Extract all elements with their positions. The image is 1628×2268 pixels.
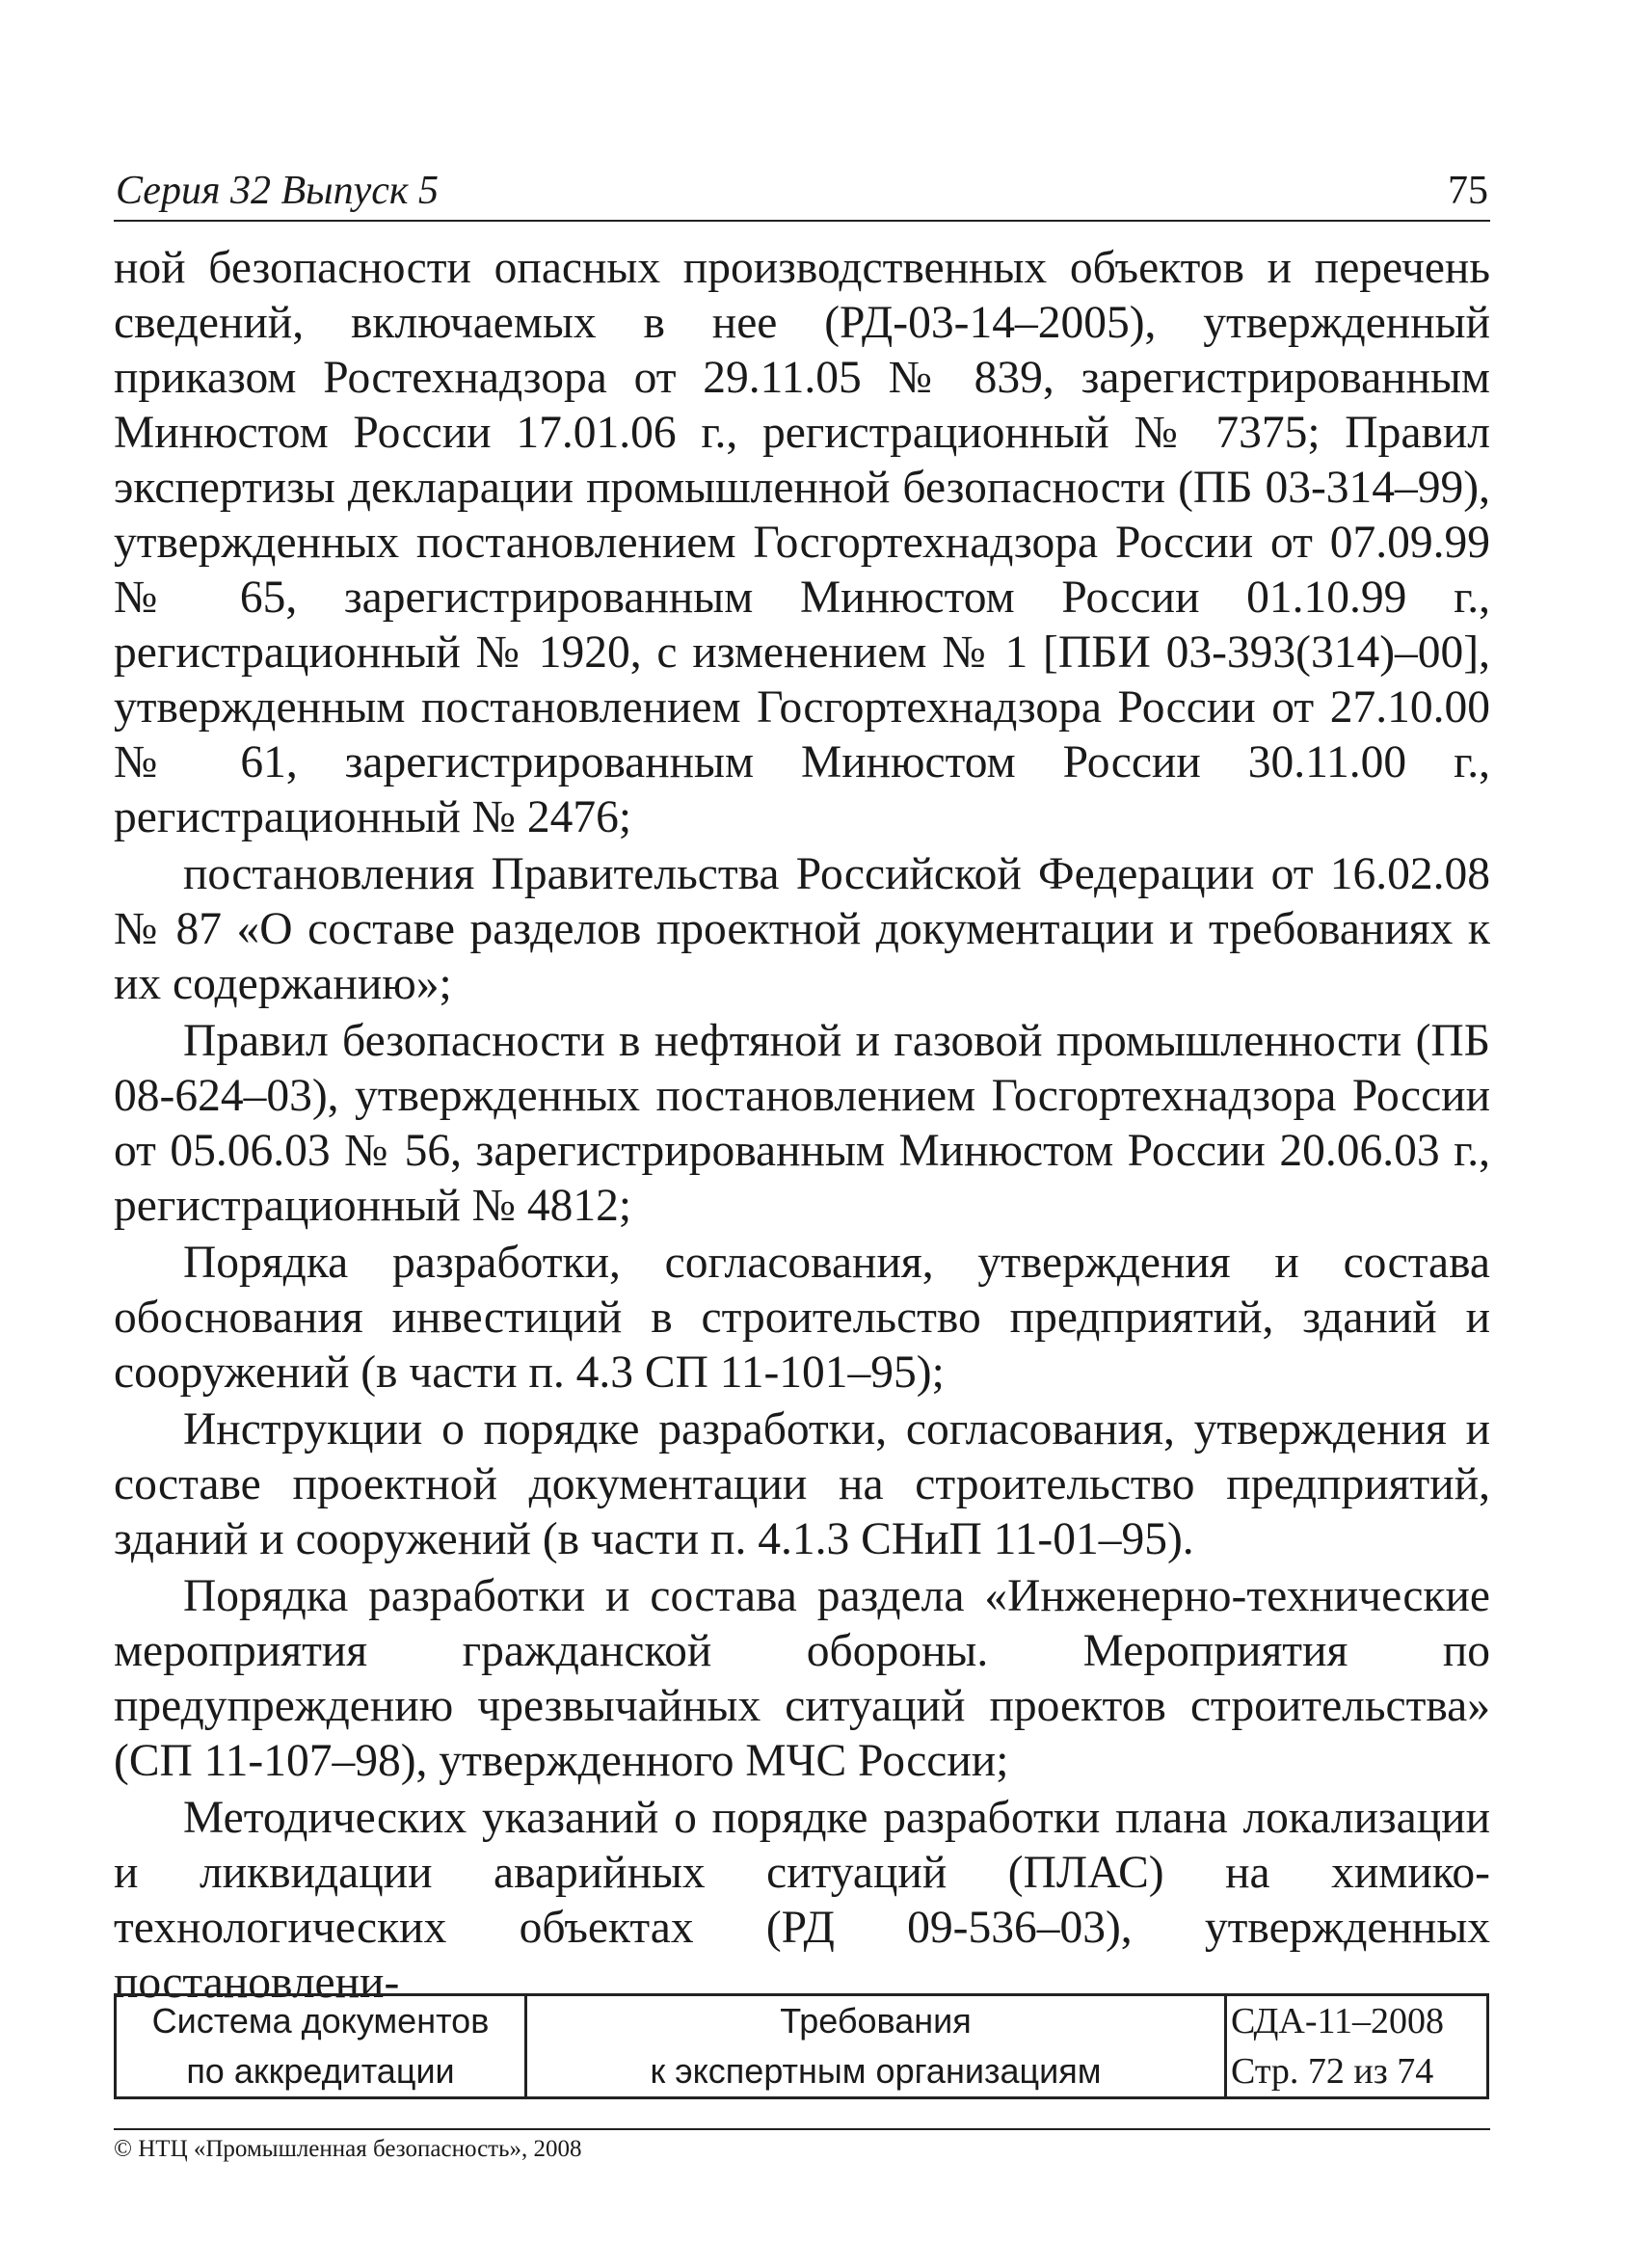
cell-text: Система документов [151,2001,490,2041]
body-text [114,241,1490,2013]
series-title: Серия 32 Выпуск 5 [116,169,439,213]
page-number: 75 [1448,169,1488,213]
paragraph: постановления Правительства Российской Федерации от 16.02.08 № 87 «О составе разделов проектной документации и требованиях к их содержанию»; [114,849,1490,1009]
footer-divider [114,2128,1490,2130]
table-cell-requirements [526,1995,1226,2098]
cell-text: Стр. 72 из 74 [1231,2051,1434,2092]
copyright-notice: © НТЦ «Промышленная безопасность», 2008 [114,2136,582,2162]
paragraph: Порядка разработки и состава раздела «Инженерно-технические мероприятия гражданской обороны. Мероприятия по предупреждению чрезвычайных ситуаций проектов строительства» (СП 11-107–98), утвержденного МЧС России; [114,1571,1490,1786]
running-header [114,160,1490,222]
cell-text: к экспертным организациям [650,2051,1102,2091]
table-row [116,1995,1488,2098]
paragraph: Порядка разработки, согласования, утверждения и состава обоснования инвестиций в строительство предприятий, зданий и сооружений (в части п. 4.3 СП 11-101–95); [114,1238,1490,1398]
paragraph: Правил безопасности в нефтяной и газовой промышленности (ПБ 08-624–03), утвержденных постановлением Госгортехнадзора России от 05.06.03 № 56, зарегистрированным Минюстом России 20.06.03 г., регистрационный № 4812; [114,1016,1490,1231]
cell-text: по аккредитации [186,2051,455,2091]
paragraph: Методических указаний о порядке разработки плана локализации и ликвидации аварийных ситуаций (ПЛАС) на химико-технологических объектах (РД 09-536–03), утвержденных постановлени- [114,1793,1490,2008]
paragraph-continuation: ной безопасности опасных производственных объектов и перечень сведений, включаемых в нее (РД-03-14–2005), утвержденный приказом Ростехнадзора от 29.11.05 № 839, зарегистрированным Минюстом России 17.01.06 г., регистрационный № 7375; Правил экспертизы декларации промышленной безопасности (ПБ 03-314–99), утвержденных постановлением Госгортехнадзора России от 07.09.99 № 65, зарегистрированным Минюстом России 01.10.99 г., регистрационный № 1920, с изменением № 1 [ПБИ 03-393(314)–00], утвержденным постановлением Госгортехнадзора России от 27.10.00 № 61, зарегистрированным Минюстом России 30.11.00 г., регистрационный № 2476; [114,243,1490,842]
cell-text: Требования [780,2001,972,2041]
paragraph: Инструкции о порядке разработки, согласования, утверждения и составе проектной документации на строительство предприятий, зданий и сооружений (в части п. 4.1.3 СНиП 11-01–95). [114,1404,1490,1564]
table-cell-system [116,1995,526,2098]
table-cell-doc-code [1226,1995,1488,2098]
cell-text: СДА-11–2008 [1231,2001,1445,2041]
document-info-table [114,1993,1489,2099]
